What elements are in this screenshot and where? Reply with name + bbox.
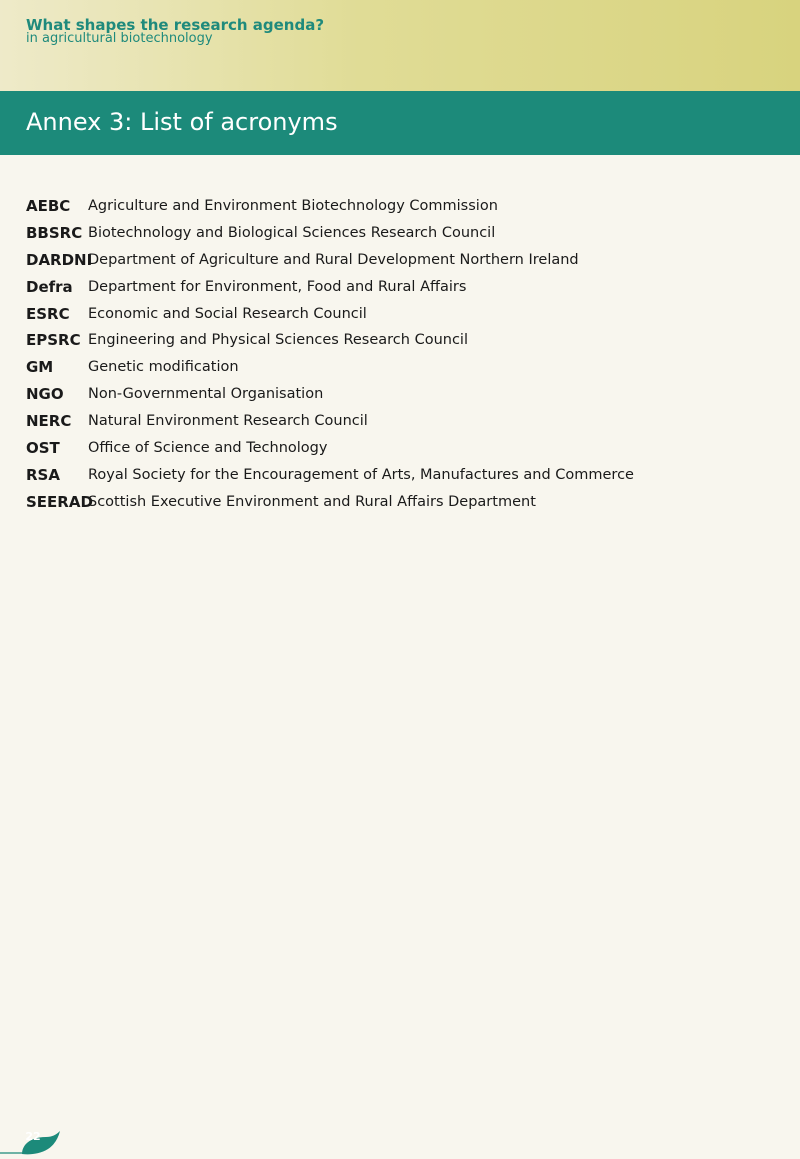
acronym-term: ESRC [26,304,70,323]
acronym-definition: Biotechnology and Biological Sciences Research Council [88,224,496,241]
acronym-term: DARDNI [26,250,93,269]
acronym-term: EPSRC [26,331,81,350]
acronym-definition: Natural Environment Research Council [88,413,368,430]
document-subtitle: in agricultural biotechnology [26,31,213,46]
acronym-definition: Economic and Social Research Council [88,305,367,322]
acronym-term: NGO [26,385,64,404]
header-band [0,0,800,91]
acronym-term: BBSRC [26,223,83,242]
acronym-row [0,301,800,328]
acronym-definition: Agriculture and Environment Biotechnology Commission [88,198,498,214]
acronym-row [0,381,800,408]
acronym-term: RSA [26,465,60,484]
acronym-term: GM [26,358,54,377]
acronym-term: AEBC [26,197,71,215]
acronym-term: Defra [26,277,73,296]
acronym-definition: Scottish Executive Environment and Rural Affairs Department [88,493,536,510]
acronym-term: NERC [26,412,72,431]
document-title: What shapes the research agenda? [26,16,325,34]
acronym-row [0,327,800,354]
acronym-term: SEERAD [26,492,93,511]
acronym-row [0,489,800,516]
acronym-list [0,193,800,516]
acronym-row [0,408,800,435]
section-title: Annex 3: List of acronyms [26,108,338,136]
acronym-definition: Department of Agriculture and Rural Development Northern Ireland [88,251,579,268]
acronym-row [0,247,800,274]
acronym-definition: Engineering and Physical Sciences Research Council [88,332,468,349]
acronym-definition: Department for Environment, Food and Rural Affairs [88,278,467,295]
acronym-definition: Non-Governmental Organisation [88,386,324,403]
acronym-term: OST [26,439,60,458]
page-number: 22 [25,1130,41,1143]
acronym-definition: Genetic modification [88,359,239,376]
acronym-row [0,462,800,489]
acronym-row [0,435,800,462]
acronym-definition: Royal Society for the Encouragement of Arts, Manufactures and Commerce [88,466,634,483]
acronym-definition: Office of Science and Technology [88,440,328,457]
acronym-row [0,193,800,220]
acronym-row [0,220,800,247]
acronym-row [0,274,800,301]
acronym-row [0,354,800,381]
section-banner [0,91,800,155]
